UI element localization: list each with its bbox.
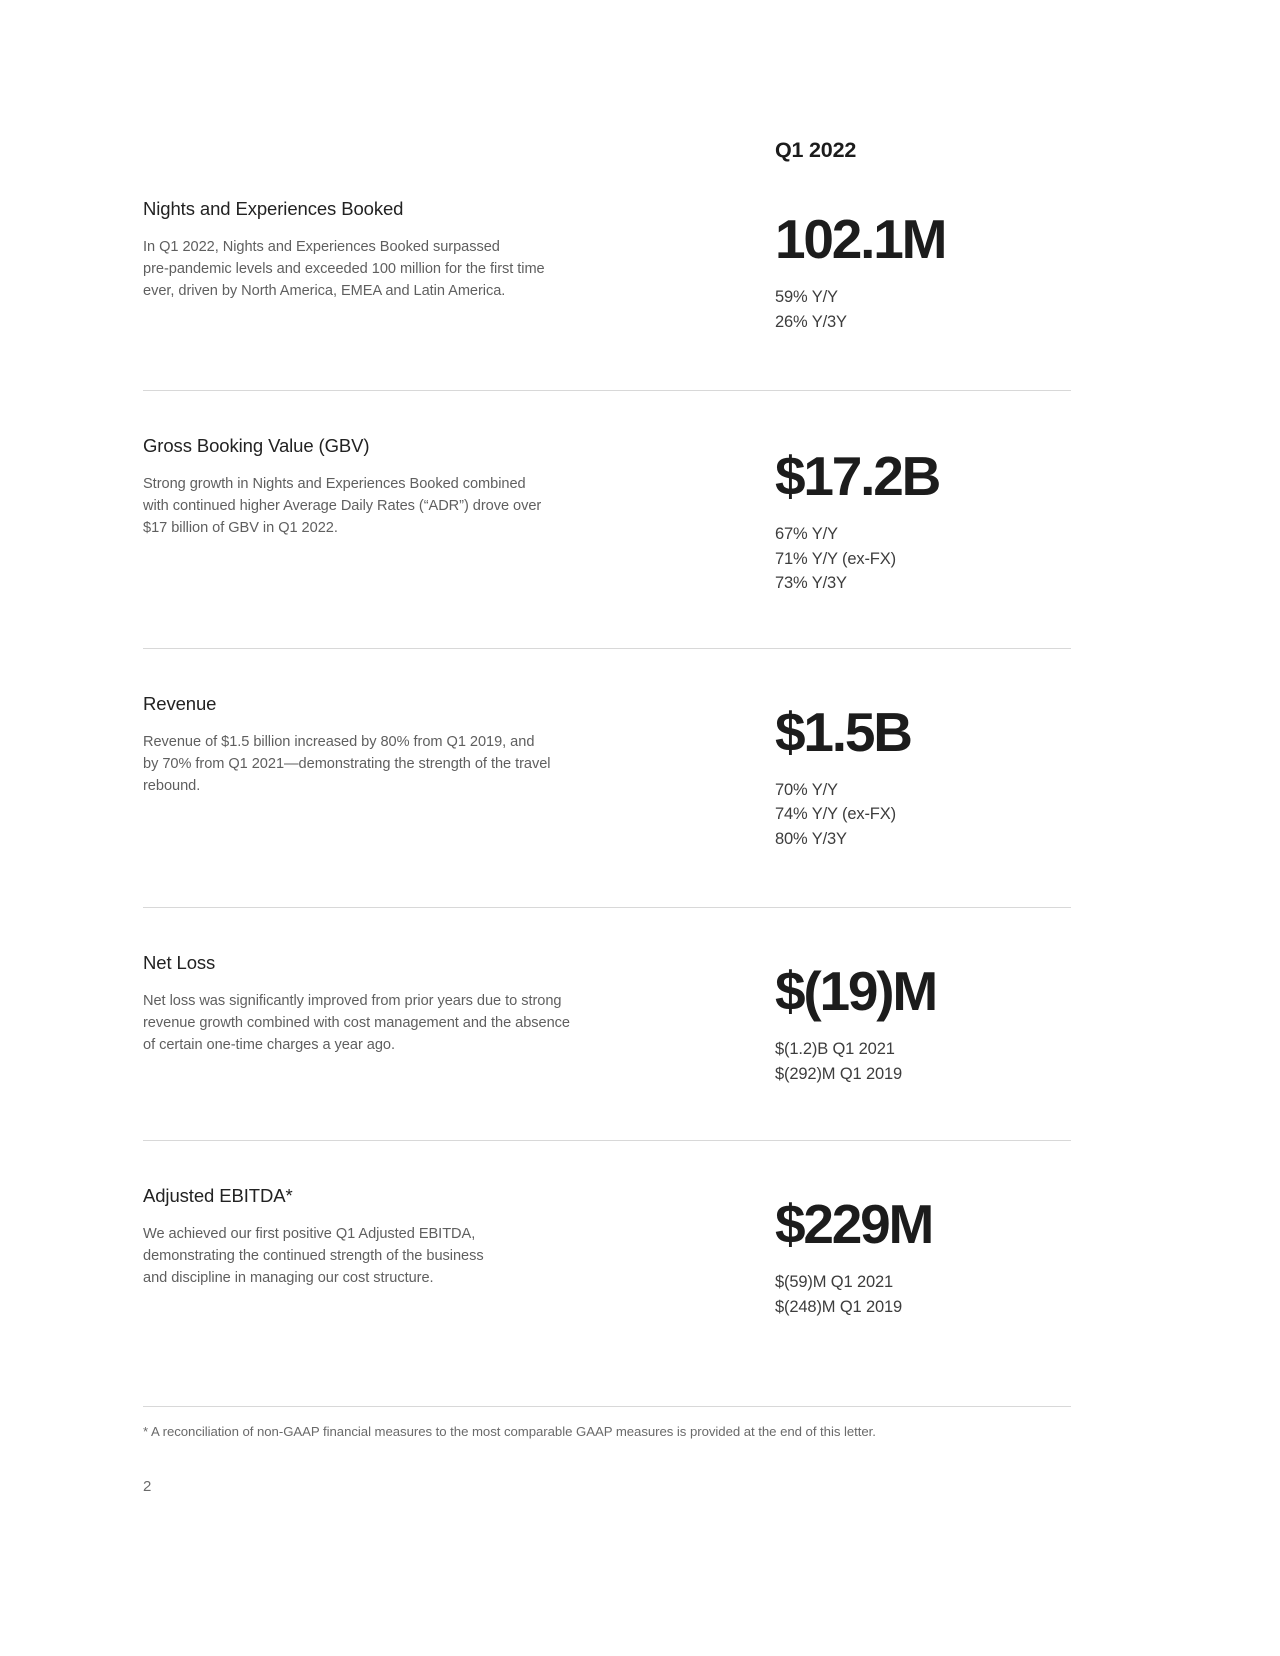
- metric-description-line: pre-pandemic levels and exceeded 100 million for the first time: [143, 261, 545, 278]
- metric-title: Nights and Experiences Booked: [143, 198, 404, 219]
- metric-description: [143, 1223, 765, 1289]
- metric-substat: 71% Y/Y (ex-FX): [775, 549, 896, 568]
- metric-text-block: [143, 952, 775, 1056]
- metric-value-block: [775, 435, 1071, 596]
- metric-description-line: of certain one-time charges a year ago.: [143, 1037, 395, 1054]
- metric-headline-value: $229M: [775, 1193, 933, 1255]
- metric-row-adjusted-ebitda: [143, 1140, 1071, 1319]
- metric-description: [143, 473, 765, 539]
- metric-description-line: In Q1 2022, Nights and Experiences Booked surpassed: [143, 239, 500, 256]
- metric-substats: [775, 1037, 1071, 1086]
- metric-description-line: Revenue of $1.5 billion increased by 80% from Q1 2019, and: [143, 733, 535, 750]
- metric-description-line: We achieved our first positive Q1 Adjusted EBITDA,: [143, 1226, 476, 1243]
- page-number: 2: [143, 1478, 152, 1495]
- metric-headline-value: $1.5B: [775, 700, 911, 763]
- metric-description: [143, 731, 765, 797]
- metric-headline-value: $(19)M: [775, 960, 937, 1022]
- metrics-list: [143, 198, 1071, 1319]
- metric-substat: 80% Y/3Y: [775, 829, 847, 848]
- metric-substat: $(1.2)B Q1 2021: [775, 1040, 895, 1058]
- metric-value-block: [775, 693, 1071, 852]
- metric-value-block: [775, 1185, 1071, 1319]
- metric-substats: [775, 1270, 1071, 1319]
- metric-substats: [775, 522, 1071, 596]
- metric-description-line: rebound.: [143, 777, 201, 794]
- metric-description: [143, 236, 765, 302]
- period-header: [0, 138, 1280, 172]
- metric-substat: 74% Y/Y (ex-FX): [775, 805, 896, 823]
- metric-description-line: $17 billion of GBV in Q1 2022.: [143, 520, 338, 537]
- metric-value-block: [775, 198, 1071, 334]
- metric-substat: 73% Y/3Y: [775, 574, 847, 592]
- metric-substats: [775, 285, 1071, 334]
- metric-title: Gross Booking Value (GBV): [143, 435, 370, 456]
- metric-description-line: ever, driven by North America, EMEA and Latin America.: [143, 283, 506, 300]
- period-label: Q1 2022: [775, 138, 857, 162]
- metric-description-line: Net loss was significantly improved from prior years due to strong: [143, 993, 562, 1010]
- metric-text-block: [143, 1185, 775, 1289]
- metric-headline-value: 102.1M: [775, 208, 946, 270]
- metric-row-nights-and-experiences-booked: [143, 198, 1071, 390]
- metric-substat: 59% Y/Y: [775, 288, 838, 306]
- metric-description-line: Strong growth in Nights and Experiences Booked combined: [143, 476, 526, 493]
- metric-title: Revenue: [143, 692, 217, 714]
- metric-text-block: [143, 198, 775, 302]
- metric-description-line: with continued higher Average Daily Rates (“ADR”) drove over: [143, 498, 542, 515]
- metric-description-line: by 70% from Q1 2021—demonstrating the strength of the travel: [143, 755, 551, 772]
- metric-value-block: [775, 952, 1071, 1086]
- metric-substat: 67% Y/Y: [775, 525, 838, 543]
- metric-description-line: demonstrating the continued strength of the business: [143, 1248, 484, 1265]
- footnote-divider: [143, 1406, 1071, 1407]
- metric-text-block: [143, 435, 775, 539]
- metric-title: Adjusted EBITDA*: [143, 1185, 293, 1206]
- metric-row-revenue: [143, 648, 1071, 908]
- metric-description: [143, 990, 765, 1056]
- metric-substat: $(59)M Q1 2021: [775, 1273, 894, 1291]
- metric-headline-value: $17.2B: [775, 445, 940, 507]
- metric-substat: $(292)M Q1 2019: [775, 1064, 903, 1083]
- footnote-text: * A reconciliation of non-GAAP financial measures to the most comparable GAAP measures is provided at the end of this letter.: [143, 1424, 876, 1439]
- metric-row-gross-booking-value: [143, 390, 1071, 648]
- metric-text-block: [143, 693, 775, 797]
- metric-row-net-loss: [143, 907, 1071, 1140]
- metric-substat: 26% Y/3Y: [775, 312, 847, 331]
- metric-title: Net Loss: [143, 952, 216, 973]
- metric-description-line: and discipline in managing our cost structure.: [143, 1270, 434, 1287]
- metric-substat: $(248)M Q1 2019: [775, 1297, 903, 1316]
- metric-description-line: revenue growth combined with cost management and the absence: [143, 1015, 570, 1032]
- metric-substats: [775, 778, 1071, 852]
- metric-substat: 70% Y/Y: [775, 780, 838, 799]
